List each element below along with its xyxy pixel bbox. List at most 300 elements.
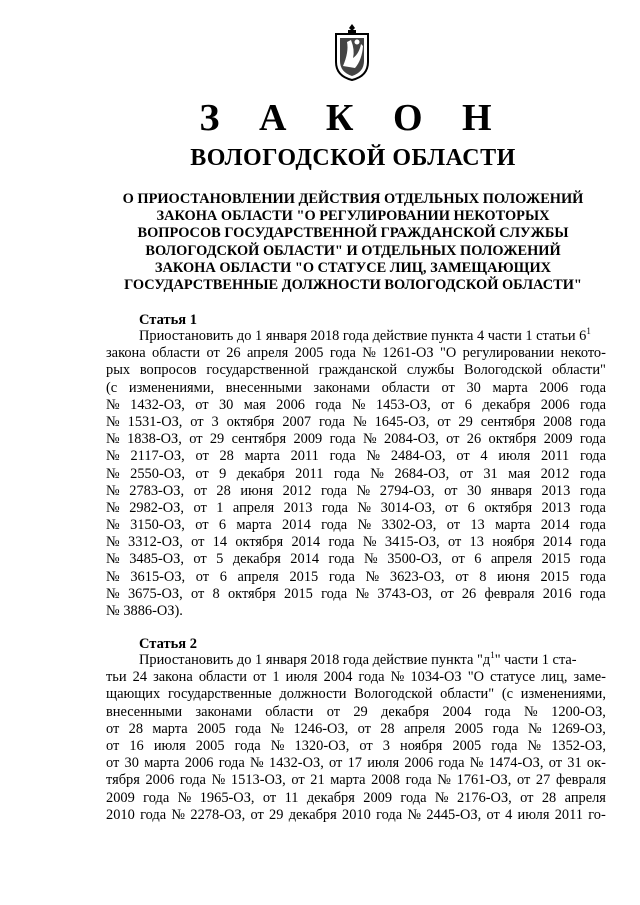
- word: года: [484, 703, 511, 720]
- text-line: [106, 686, 606, 703]
- word: июля: [153, 737, 186, 754]
- word: года: [579, 534, 606, 551]
- word: июня: [497, 568, 530, 585]
- word: июля: [517, 806, 550, 823]
- word: от: [106, 755, 120, 772]
- word: 3615-ОЗ,: [130, 568, 186, 585]
- word: 2009: [363, 789, 393, 806]
- word: от: [195, 396, 209, 413]
- word: ок-: [586, 755, 606, 772]
- word: 2550-ОЗ,: [130, 465, 185, 482]
- word: 2006: [539, 379, 569, 396]
- word: 1645-ОЗ,: [374, 413, 430, 430]
- word: 2010: [342, 806, 371, 823]
- word: от: [357, 720, 371, 737]
- region-title: ВОЛОГОДСКОЙ ОБЛАСТИ: [190, 145, 516, 171]
- word: 2009: [293, 431, 323, 448]
- word: №: [434, 789, 449, 806]
- word: сентября: [480, 413, 536, 430]
- article-1-first-line: [106, 328, 606, 345]
- word: от: [193, 551, 207, 568]
- word: года: [329, 345, 356, 362]
- text-line: [106, 738, 606, 755]
- word: 2006: [145, 772, 175, 789]
- word: марта: [330, 772, 366, 789]
- word: области: [381, 379, 430, 396]
- word: от: [106, 737, 120, 754]
- text-line: [106, 669, 606, 686]
- word: от: [191, 534, 205, 551]
- word: №: [527, 737, 542, 754]
- word: года: [319, 413, 346, 430]
- word: года: [579, 568, 606, 585]
- word: 26: [461, 585, 477, 602]
- word: 2006: [184, 755, 214, 772]
- word: декабря: [306, 789, 355, 806]
- word: 31: [567, 755, 582, 772]
- word: 30: [124, 755, 139, 772]
- word: 1269-ОЗ,: [551, 720, 606, 737]
- word: изменениями,: [128, 379, 215, 396]
- word: года: [376, 806, 403, 823]
- word: №: [407, 806, 422, 823]
- word: от: [291, 772, 305, 789]
- word: области": [551, 362, 606, 379]
- word: 3415-ОЗ,: [384, 534, 440, 551]
- word: 30: [218, 396, 234, 413]
- word: законами: [195, 703, 252, 720]
- word: 2005: [452, 737, 482, 754]
- word: №: [106, 482, 120, 499]
- word: марта: [495, 517, 531, 534]
- word: 1246-ОЗ,: [293, 720, 349, 737]
- word: Вологодской: [354, 686, 433, 703]
- word: 2015: [284, 585, 313, 602]
- word: 29: [353, 703, 368, 720]
- word: года: [328, 534, 355, 551]
- word: 2484-ОЗ,: [390, 448, 446, 465]
- text-line: № 3886-ОЗ).: [106, 603, 183, 619]
- word: 2014: [282, 517, 311, 534]
- word: №: [106, 585, 120, 602]
- word: 6: [474, 551, 482, 568]
- word: 17: [347, 755, 362, 772]
- word: области: [152, 345, 201, 362]
- word: регулировании: [462, 345, 555, 362]
- word: от: [440, 585, 454, 602]
- word: мая: [243, 396, 266, 413]
- word: марта: [236, 517, 272, 534]
- word: года: [579, 448, 606, 465]
- word: №: [365, 568, 380, 585]
- text-line: [106, 345, 606, 362]
- word: вопросов: [139, 362, 197, 379]
- word: года: [579, 431, 606, 448]
- word: апреля: [490, 551, 533, 568]
- word: года: [579, 585, 606, 602]
- word: от: [262, 789, 277, 806]
- word: гражданской: [318, 362, 398, 379]
- word: от: [359, 737, 373, 754]
- word: №: [106, 431, 120, 448]
- word: 26: [226, 345, 241, 362]
- word: 2011: [554, 806, 583, 823]
- word: года: [491, 737, 518, 754]
- word: 1474-ОЗ,: [488, 755, 544, 772]
- word: лиц,: [541, 669, 568, 686]
- word: 16: [129, 737, 144, 754]
- word: от: [447, 534, 462, 551]
- word: 2014: [540, 517, 570, 534]
- word: февраля: [555, 772, 606, 789]
- word: от: [195, 465, 209, 482]
- word: 1513-ОЗ,: [230, 772, 286, 789]
- word: №: [270, 720, 285, 737]
- word: июня: [240, 482, 274, 499]
- word: года: [438, 755, 465, 772]
- word: года: [579, 517, 606, 534]
- word: от: [517, 772, 531, 789]
- word: внесенными: [106, 703, 183, 720]
- word: декабря: [381, 703, 430, 720]
- word: 3014-ОЗ,: [380, 499, 436, 516]
- word: 1: [216, 499, 224, 516]
- word: №: [356, 482, 371, 499]
- word: 8: [479, 568, 487, 585]
- word: 26: [466, 431, 482, 448]
- word: 4: [505, 806, 513, 823]
- word: года: [140, 806, 167, 823]
- word: рых: [106, 362, 131, 379]
- word: 2015: [541, 551, 571, 568]
- word: от: [441, 396, 455, 413]
- word: области": [440, 686, 495, 703]
- word: государственной: [206, 362, 309, 379]
- word: 3485-ОЗ,: [129, 551, 184, 568]
- word: сентября: [231, 431, 287, 448]
- word: 9: [219, 465, 227, 482]
- document-type-title: З А К О Н: [199, 97, 507, 139]
- word: года: [329, 431, 356, 448]
- word: 2004: [442, 703, 472, 720]
- word: от: [444, 482, 458, 499]
- text-line: [106, 397, 606, 414]
- word: 3302-ОЗ,: [381, 517, 437, 534]
- word: 2013: [541, 499, 571, 516]
- word: 14: [212, 534, 228, 551]
- word: года: [579, 551, 606, 568]
- word: 6: [464, 396, 472, 413]
- word: 3500-ОЗ,: [387, 551, 442, 568]
- word: 2014: [290, 551, 320, 568]
- word: марта: [152, 720, 188, 737]
- word: от: [195, 568, 210, 585]
- word: года: [358, 669, 385, 686]
- word: 2011: [540, 448, 570, 465]
- word: февраля: [484, 585, 535, 602]
- word: марта: [244, 448, 280, 465]
- word: 1965-ОЗ,: [199, 789, 255, 806]
- word: го-: [588, 806, 606, 823]
- word: 13: [470, 517, 485, 534]
- word: №: [106, 396, 120, 413]
- text-line: [106, 517, 606, 534]
- word: от: [250, 806, 264, 823]
- word: заме-: [573, 669, 606, 686]
- article-2-body: [106, 652, 606, 824]
- word: года: [579, 482, 606, 499]
- word: 5: [216, 551, 224, 568]
- word: 2009: [543, 431, 573, 448]
- word: от: [190, 413, 204, 430]
- word: от: [486, 806, 500, 823]
- word: года: [405, 772, 432, 789]
- word: должности: [279, 686, 347, 703]
- word: 3312-ОЗ,: [128, 534, 183, 551]
- word: от: [195, 517, 209, 534]
- word: 2013: [283, 499, 313, 516]
- word: июля: [367, 755, 400, 772]
- word: 1453-ОЗ,: [375, 396, 431, 413]
- word: №: [355, 585, 370, 602]
- word: (с: [106, 379, 118, 396]
- word: 28: [128, 720, 144, 737]
- word: 2176-ОЗ,: [456, 789, 512, 806]
- word: 28: [380, 720, 395, 737]
- word: марта: [492, 379, 528, 396]
- word: статусе: [490, 669, 536, 686]
- word: 1838-ОЗ,: [127, 431, 182, 448]
- word: 2982-ОЗ,: [129, 499, 184, 516]
- word: июля: [498, 448, 531, 465]
- word: 2684-ОЗ,: [394, 465, 450, 482]
- word: №: [171, 806, 186, 823]
- word: мая: [508, 465, 531, 482]
- word: декабря: [236, 465, 285, 482]
- word: года: [329, 448, 356, 465]
- word: 2013: [541, 482, 571, 499]
- word: №: [366, 448, 381, 465]
- word: 2012: [282, 482, 312, 499]
- word: октября: [227, 585, 276, 602]
- word: года: [218, 755, 245, 772]
- text-line: [106, 807, 606, 824]
- word: 2014: [542, 534, 572, 551]
- word: от: [189, 431, 203, 448]
- word: июля: [285, 669, 318, 686]
- word: от: [326, 703, 340, 720]
- subject-line: ЗАКОНА ОБЛАСТИ "О СТАТУСЕ ЛИЦ, ЗАМЕЩАЮЩИХ: [154, 259, 552, 276]
- word: "О: [439, 345, 457, 362]
- word: 3: [211, 413, 219, 430]
- word: 2015: [289, 568, 319, 585]
- word: года: [579, 499, 606, 516]
- text-line: [106, 569, 606, 586]
- word: от: [195, 448, 209, 465]
- word: 2005: [196, 720, 226, 737]
- text-line: [106, 431, 606, 448]
- word: щающих: [106, 686, 161, 703]
- word: 2005: [454, 720, 484, 737]
- word: закона: [153, 669, 193, 686]
- word: 29: [209, 431, 225, 448]
- word: тьи: [106, 669, 127, 686]
- word: ноября: [492, 534, 535, 551]
- word: от: [456, 448, 470, 465]
- word: года: [179, 772, 206, 789]
- word: года: [328, 568, 355, 585]
- word: №: [364, 551, 378, 568]
- word: 2278-ОЗ,: [190, 806, 246, 823]
- word: года: [315, 396, 342, 413]
- word: от: [446, 517, 461, 534]
- word: 24: [132, 669, 148, 686]
- word: апреля: [232, 499, 275, 516]
- word: года: [143, 789, 170, 806]
- word: 2008: [371, 772, 400, 789]
- word: №: [106, 551, 120, 568]
- word: №: [106, 534, 120, 551]
- coat-of-arms-icon: [333, 22, 371, 82]
- word: 29: [269, 806, 284, 823]
- word: 2005: [195, 737, 225, 754]
- article-2-heading: Статья 2: [139, 636, 197, 652]
- word: 21: [310, 772, 325, 789]
- word: области: [265, 703, 314, 720]
- law-subject: [100, 191, 606, 294]
- article-1-body: [106, 328, 606, 620]
- subject-line: ЗАКОНА ОБЛАСТИ "О РЕГУЛИРОВАНИИ НЕКОТОРЫХ: [156, 208, 550, 225]
- word: декабря: [232, 551, 281, 568]
- word: №: [370, 465, 385, 482]
- word: 2011: [290, 448, 319, 465]
- word: 30: [466, 482, 482, 499]
- word: года: [321, 517, 348, 534]
- text-line: [106, 362, 606, 379]
- word: года: [579, 379, 606, 396]
- word: октября: [235, 534, 284, 551]
- word: апреля: [564, 789, 606, 806]
- word: от: [190, 585, 205, 602]
- word: от: [548, 755, 563, 772]
- text-line: [106, 586, 606, 603]
- word: 3743-ОЗ,: [377, 585, 433, 602]
- word: №: [106, 465, 120, 482]
- word: №: [390, 669, 405, 686]
- word: 1: [272, 669, 280, 686]
- word: года: [234, 737, 261, 754]
- text-line: [106, 534, 606, 551]
- text-line: [106, 414, 606, 431]
- word: 6: [467, 499, 475, 516]
- word: области: [198, 669, 247, 686]
- word: от: [446, 431, 460, 448]
- word: 11: [284, 789, 299, 806]
- word: 2006: [540, 396, 570, 413]
- word: года: [579, 396, 606, 413]
- word: №: [106, 517, 120, 534]
- word: года: [321, 585, 348, 602]
- word: 2006: [404, 755, 434, 772]
- word: 30: [466, 379, 481, 396]
- word: от: [520, 789, 534, 806]
- word: от: [459, 465, 473, 482]
- word: 6: [219, 568, 227, 585]
- word: некото-: [560, 345, 606, 362]
- word: 1034-ОЗ: [410, 669, 462, 686]
- word: ноября: [400, 737, 443, 754]
- word: года: [320, 482, 347, 499]
- word: 2117-ОЗ,: [130, 448, 185, 465]
- word: от: [444, 499, 459, 516]
- word: 28: [216, 482, 231, 499]
- word: 1761-ОЗ,: [456, 772, 512, 789]
- word: №: [528, 720, 542, 737]
- word: тября: [106, 772, 140, 789]
- word: государственные: [167, 686, 272, 703]
- word: 3: [382, 737, 390, 754]
- word: №: [357, 499, 372, 516]
- word: №: [524, 703, 538, 720]
- word: №: [362, 534, 377, 551]
- article-2-first-line: [106, 652, 606, 669]
- subject-line: ГОСУДАРСТВЕННЫЕ ДОЛЖНОСТИ ВОЛОГОДСКОЙ ОБЛАСТИ": [124, 277, 582, 294]
- text-line: [106, 721, 606, 738]
- word: года: [328, 551, 355, 568]
- word: службы: [406, 362, 455, 379]
- word: 2014: [291, 534, 321, 551]
- word: 1432-ОЗ,: [130, 396, 185, 413]
- word: года: [400, 789, 427, 806]
- word: октября: [226, 413, 275, 430]
- word: 2007: [282, 413, 312, 430]
- word: №: [211, 772, 226, 789]
- word: Вологодской: [463, 362, 543, 379]
- word: 2006: [276, 396, 305, 413]
- word: января: [490, 482, 532, 499]
- word: года: [579, 413, 606, 430]
- word: года: [492, 720, 519, 737]
- word: декабря: [288, 806, 337, 823]
- word: 2008: [543, 413, 572, 430]
- text-line: [106, 466, 606, 483]
- word: марта: [144, 755, 180, 772]
- word: 1261-ОЗ: [382, 345, 434, 362]
- word: 2005: [294, 345, 324, 362]
- subject-line: ВОПРОСОВ ГОСУДАРСТВЕННОЙ ГРАЖДАНСКОЙ СЛУЖБЫ: [137, 225, 569, 242]
- word: законами: [313, 379, 370, 396]
- word: 2004: [323, 669, 353, 686]
- word: года: [235, 720, 262, 737]
- word: апреля: [237, 568, 279, 585]
- word: апреля: [246, 345, 289, 362]
- word: "О: [467, 669, 484, 686]
- word: от: [106, 720, 120, 737]
- word: от: [193, 482, 207, 499]
- word: октября: [488, 431, 537, 448]
- word: №: [106, 568, 120, 585]
- word: года: [321, 499, 348, 516]
- text-line: [106, 380, 606, 397]
- word: от: [437, 413, 451, 430]
- word: 1531-ОЗ,: [127, 413, 183, 430]
- word: 6: [218, 517, 227, 534]
- text-line: [106, 755, 606, 772]
- word: октября: [484, 499, 533, 516]
- word: 2016: [542, 585, 572, 602]
- word: 2012: [540, 465, 570, 482]
- subject-line: ВОЛОГОДСКОЙ ОБЛАСТИ" И ОТДЕЛЬНЫХ ПОЛОЖЕНИЙ: [145, 242, 561, 259]
